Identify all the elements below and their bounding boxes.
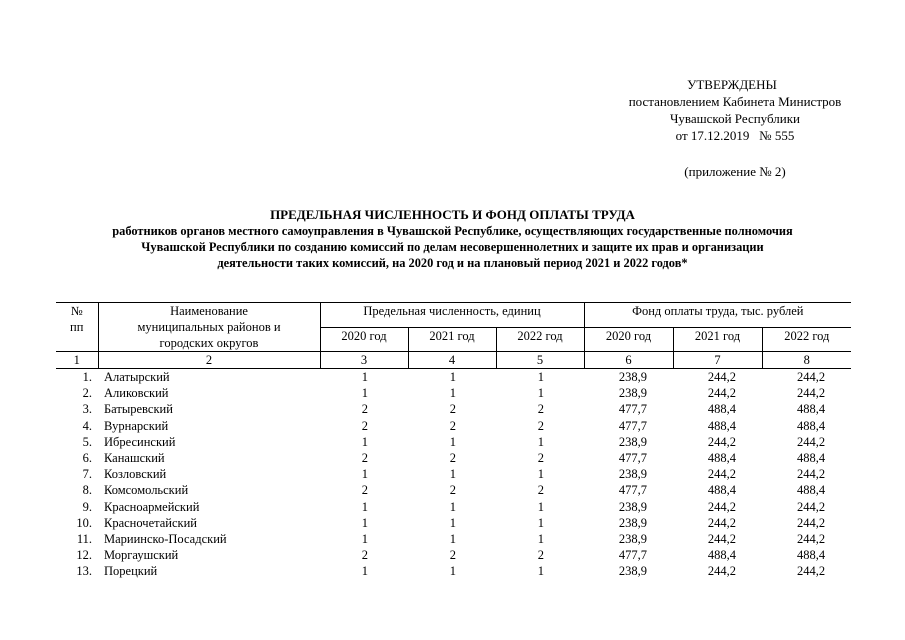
row-fund-2022: 244,2 [796, 434, 826, 449]
column-number: 1 [56, 352, 98, 369]
row-fund-2021: 488,4 [707, 418, 737, 433]
table-row [56, 531, 851, 547]
row-number: 2. [82, 386, 92, 401]
row-name: Моргаушский [104, 548, 179, 563]
document-title: ПРЕДЕЛЬНАЯ ЧИСЛЕННОСТЬ И ФОНД ОПЛАТЫ ТРУДА [270, 207, 635, 222]
row-fund-2021: 244,2 [707, 532, 737, 547]
row-count-2021: 1 [449, 467, 456, 482]
row-fund-2020: 238,9 [618, 467, 648, 482]
row-count-2022: 1 [537, 564, 545, 579]
row-count-2020: 2 [361, 451, 368, 466]
row-count-2021: 2 [449, 451, 456, 466]
row-fund-2020: 238,9 [618, 386, 648, 401]
header-count-2021: 2021 год [408, 327, 496, 352]
approval-issuer: постановлением Кабинета Министров [628, 94, 842, 109]
header-name-line: городских округов [159, 336, 259, 350]
header-number-line: пп [70, 320, 84, 334]
header-number [56, 303, 98, 352]
row-name: Козловский [104, 467, 167, 482]
table-row [56, 515, 851, 531]
row-number: 7. [82, 467, 92, 482]
row-number: 6. [82, 451, 92, 466]
row-name: Ибресинский [104, 434, 176, 449]
row-fund-2021: 244,2 [707, 499, 737, 514]
row-fund-2020: 238,9 [618, 532, 648, 547]
row-fund-2022: 244,2 [796, 370, 826, 384]
table-row [56, 482, 851, 498]
row-name: Красночетайский [104, 515, 197, 530]
row-count-2020: 1 [361, 532, 368, 547]
subtitle-line: работников органов местного самоуправления в Чувашской Республике, осуществляющих государственные полномочия [112, 224, 793, 238]
table-row [56, 563, 851, 579]
row-count-2021: 1 [449, 434, 456, 449]
row-fund-2022: 488,4 [796, 402, 826, 417]
table-row [56, 499, 851, 515]
row-number: 12. [76, 548, 92, 563]
column-number: 8 [762, 352, 851, 369]
row-fund-2022: 488,4 [796, 451, 826, 466]
header-name [98, 303, 320, 352]
row-number: 11. [76, 532, 92, 547]
row-fund-2021: 244,2 [707, 515, 737, 530]
column-number: 2 [98, 352, 320, 369]
header-fund-2022: 2022 год [784, 328, 830, 343]
row-count-2020: 1 [361, 515, 368, 530]
row-count-2022: 2 [537, 548, 545, 563]
row-count-2022: 1 [537, 499, 545, 514]
row-name: Мариинско-Посадский [104, 532, 227, 547]
header-count-2022: 2022 год [496, 327, 584, 352]
row-fund-2020: 238,9 [618, 434, 648, 449]
row-fund-2020: 238,9 [618, 499, 648, 514]
approval-block [590, 76, 880, 180]
row-name: Аликовский [104, 386, 169, 401]
row-number: 5. [82, 434, 92, 449]
table-body [56, 369, 851, 580]
row-count-2021: 2 [449, 483, 456, 498]
row-fund-2021: 488,4 [707, 483, 737, 498]
row-fund-2021: 244,2 [707, 370, 737, 384]
row-count-2020: 2 [361, 402, 368, 417]
column-number: 4 [408, 352, 496, 369]
table-row [56, 401, 851, 417]
row-count-2021: 1 [449, 515, 456, 530]
table-row [56, 434, 851, 450]
row-number: 8. [82, 483, 92, 498]
row-count-2021: 2 [449, 418, 456, 433]
row-count-2022: 1 [537, 532, 545, 547]
row-number: 3. [82, 402, 92, 417]
row-name: Комсомольский [104, 483, 189, 498]
row-count-2022: 1 [537, 386, 545, 401]
row-fund-2022: 244,2 [796, 532, 826, 547]
row-fund-2020: 477,7 [618, 418, 648, 433]
row-count-2022: 1 [537, 467, 545, 482]
row-count-2020: 1 [361, 434, 368, 449]
approval-republic: Чувашской Республики [669, 111, 801, 126]
row-fund-2020: 477,7 [618, 483, 648, 498]
header-count-2020: 2020 год [320, 327, 408, 352]
row-count-2022: 1 [537, 370, 545, 384]
approval-heading: УТВЕРЖДЕНЫ [687, 77, 777, 92]
row-count-2022: 2 [537, 418, 545, 433]
table-row [56, 369, 851, 386]
row-name: Батыревский [104, 402, 173, 417]
row-count-2022: 2 [537, 451, 545, 466]
row-fund-2021: 488,4 [707, 402, 737, 417]
row-fund-2022: 244,2 [796, 515, 826, 530]
row-count-2021: 1 [449, 564, 456, 579]
table-row [56, 450, 851, 466]
header-group-fund: Фонд оплаты труда, тыс. рублей [584, 303, 851, 328]
row-count-2021: 1 [449, 499, 456, 514]
row-fund-2021: 244,2 [707, 434, 737, 449]
row-fund-2020: 477,7 [618, 548, 648, 563]
row-count-2020: 1 [361, 370, 368, 384]
row-name: Канашский [104, 451, 165, 466]
row-fund-2022: 244,2 [796, 386, 826, 401]
row-name: Красноармейский [104, 499, 200, 514]
row-fund-2022: 244,2 [796, 499, 826, 514]
header-group-count: Предельная численность, единиц [320, 303, 584, 328]
row-count-2022: 1 [537, 434, 545, 449]
header-number-line: № [70, 304, 83, 318]
column-number: 7 [673, 352, 762, 369]
row-count-2020: 1 [361, 499, 368, 514]
row-count-2020: 2 [361, 418, 368, 433]
subtitle-line: Чувашской Республики по созданию комиссий по делам несовершеннолетних и защите их прав и организации [141, 240, 764, 254]
row-fund-2022: 244,2 [796, 467, 826, 482]
row-count-2021: 1 [449, 370, 456, 384]
row-count-2022: 2 [537, 483, 545, 498]
row-number: 1. [82, 370, 92, 384]
row-count-2020: 1 [361, 467, 368, 482]
row-number: 9. [82, 499, 92, 514]
row-fund-2021: 488,4 [707, 451, 737, 466]
row-count-2021: 1 [449, 532, 456, 547]
row-fund-2021: 244,2 [707, 564, 737, 579]
row-fund-2020: 238,9 [618, 515, 648, 530]
row-fund-2022: 488,4 [796, 418, 826, 433]
row-count-2020: 1 [361, 386, 368, 401]
header-fund-2020: 2020 год [584, 327, 673, 352]
row-fund-2022: 488,4 [796, 548, 826, 563]
row-fund-2021: 488,4 [707, 548, 737, 563]
row-count-2022: 1 [537, 515, 545, 530]
subtitle-line: деятельности таких комиссий, на 2020 год и на плановый период 2021 и 2022 годов* [217, 256, 688, 270]
table-row [56, 418, 851, 434]
row-name: Алатырский [104, 370, 170, 384]
row-count-2021: 2 [449, 548, 456, 563]
header-name-line: Наименование [170, 304, 248, 318]
row-name: Вурнарский [104, 418, 169, 433]
row-count-2021: 1 [449, 386, 456, 401]
row-count-2021: 2 [449, 402, 456, 417]
row-count-2020: 2 [361, 548, 368, 563]
table-row [56, 547, 851, 563]
row-count-2022: 2 [537, 402, 545, 417]
row-fund-2021: 244,2 [707, 467, 737, 482]
row-fund-2021: 244,2 [707, 386, 737, 401]
table-row [56, 385, 851, 401]
row-count-2020: 1 [361, 564, 368, 579]
document-subtitle [40, 223, 865, 271]
row-fund-2020: 477,7 [618, 402, 648, 417]
row-fund-2020: 238,9 [618, 370, 648, 384]
column-number: 6 [584, 352, 673, 369]
row-number: 10. [76, 515, 92, 530]
row-number: 4. [82, 418, 92, 433]
row-number: 13. [76, 564, 92, 579]
appendix-label: (приложение № 2) [684, 164, 786, 179]
header-fund-2021: 2021 год [673, 327, 762, 352]
row-fund-2020: 238,9 [618, 564, 648, 579]
table-row [56, 466, 851, 482]
header-name-line: муниципальных районов и [137, 320, 281, 334]
row-fund-2022: 488,4 [796, 483, 826, 498]
approval-date-number: от 17.12.2019 № 555 [675, 128, 795, 143]
row-name: Порецкий [104, 564, 158, 579]
data-table [56, 302, 851, 580]
row-fund-2022: 244,2 [796, 564, 826, 579]
row-count-2020: 2 [361, 483, 368, 498]
column-number: 3 [320, 352, 408, 369]
column-number: 5 [496, 352, 584, 369]
row-fund-2020: 477,7 [618, 451, 648, 466]
